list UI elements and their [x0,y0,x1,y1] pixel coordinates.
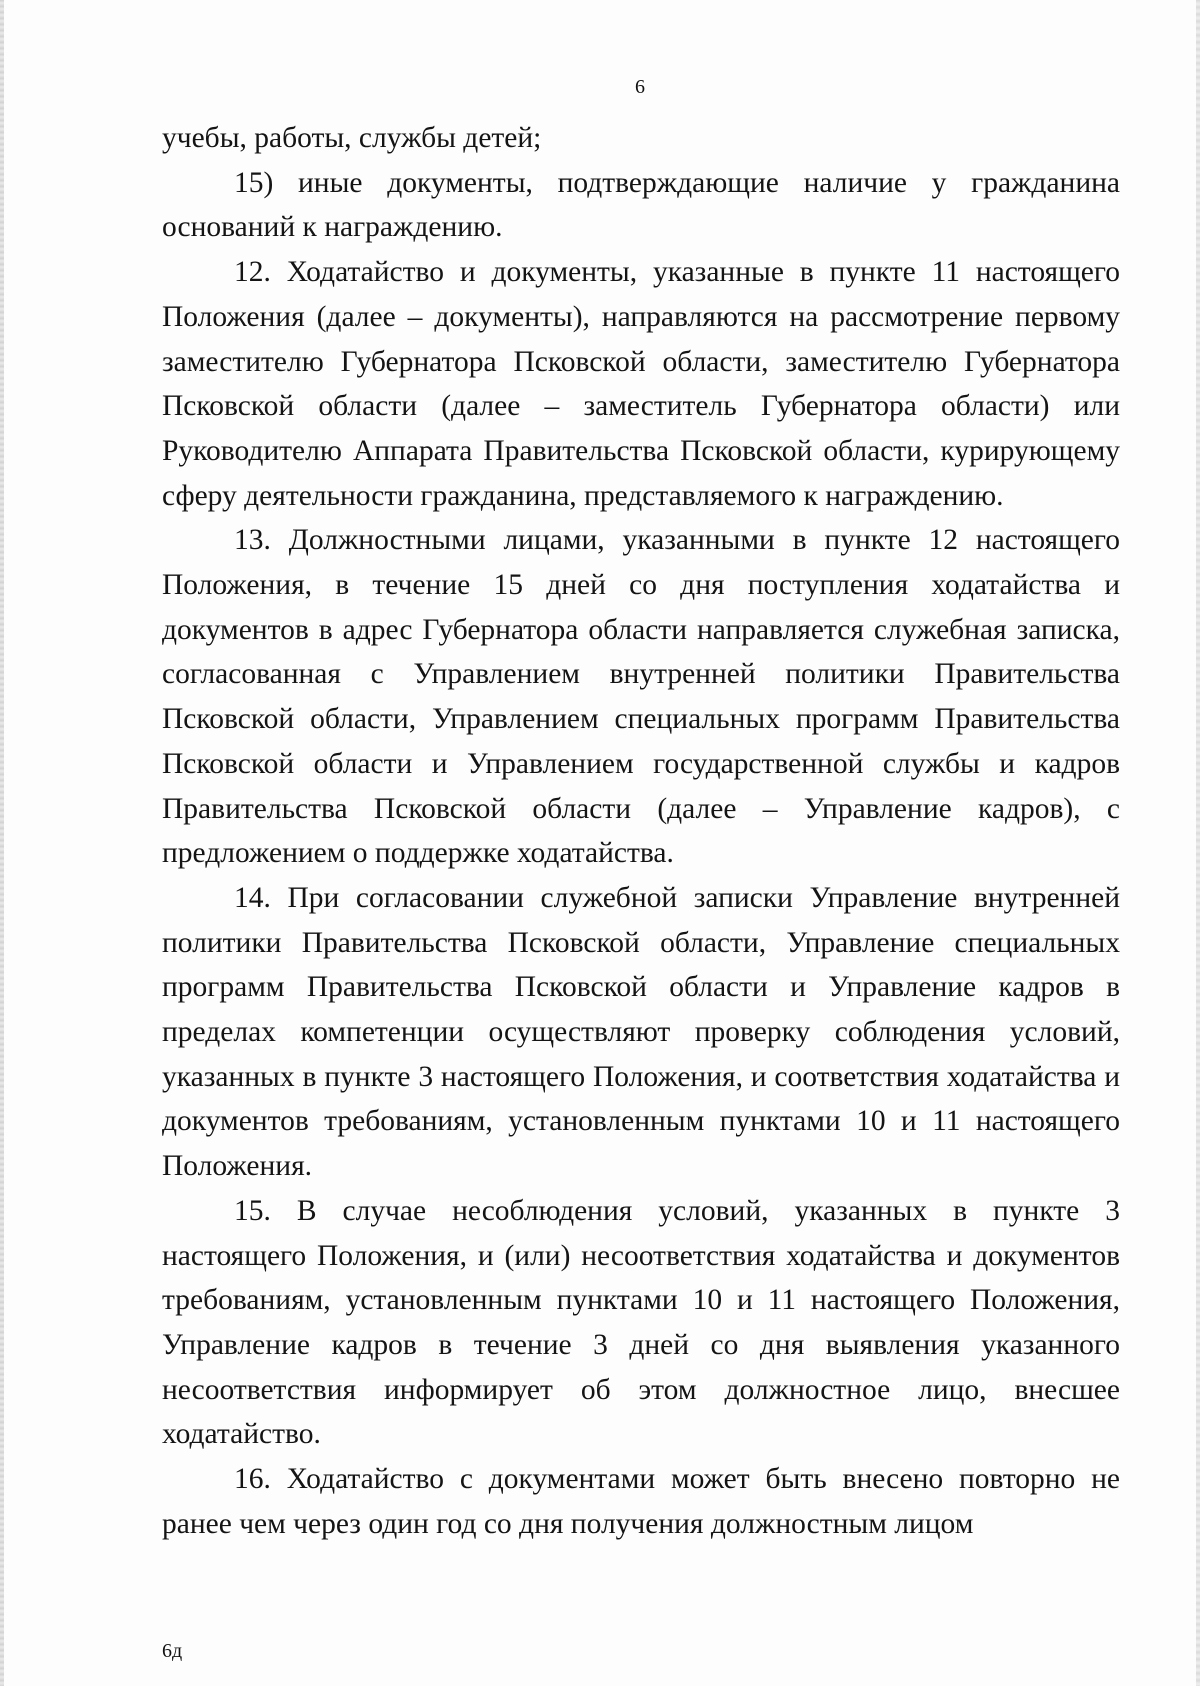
paragraph-clause-15: 15. В случае несоблюдения условий, указанных в пункте 3 настоящего Положения, и (или) несоответствия ходатайства и документов требованиям, установленным пунктами 10 и 11 настоящего Положения, Управление кадров в течение 3 дней со дня выявления указанного несоответствия информирует об этом должностное лицо, внесшее ходатайство. [162,1194,1120,1451]
scan-edge-left [0,0,4,1686]
page-number: 6 [635,76,645,98]
footer-document-code: 6д [162,1640,183,1662]
paragraph-clause-16: 16. Ходатайство с документами может быть внесено повторно не ранее чем через один год со дня получения должностным лицом [162,1463,1120,1540]
paragraph-clause-12: 12. Ходатайство и документы, указанные в пункте 11 настоящего Положения (далее – документы), направляются на рассмотрение первому заместителю Губернатора Псковской области, заместителю Губернатора Псковской области (далее – заместитель Губернатора области) или Руководителю Аппарата Правительства Псковской области, курирующему сферу деятельности гражданина, представляемого к награждению. [162,256,1120,512]
paragraph-continuation: учебы, работы, службы детей; [162,122,542,154]
paragraph-clause-14: 14. При согласовании служебной записки Управление внутренней политики Правительства Псковской области, Управление специальных программ Правительства Псковской области и Управление кадров в пределах компетенции осуществляют проверку соблюдения условий, указанных в пункте 3 настоящего Положения, и соответствия ходатайства и документов требованиям, установленным пунктами 10 и 11 настоящего Положения. [162,881,1120,1183]
scan-edge-right [1196,0,1200,1686]
paragraph-clause-13: 13. Должностными лицами, указанными в пункте 12 настоящего Положения, в течение 15 дней со дня поступления ходатайства и документов в адрес Губернатора области направляется служебная записка, согласованная с Управлением внутренней политики Правительства Псковской области, Управлением специальных программ Правительства Псковской области и Управлением государственной службы и кадров Правительства Псковской области (далее – Управление кадров), с предложением о поддержке ходатайства. [162,524,1120,870]
document-body [162,116,1120,1547]
paragraph-item-15: 15) иные документы, подтверждающие наличие у гражданина оснований к награждению. [162,166,1120,244]
